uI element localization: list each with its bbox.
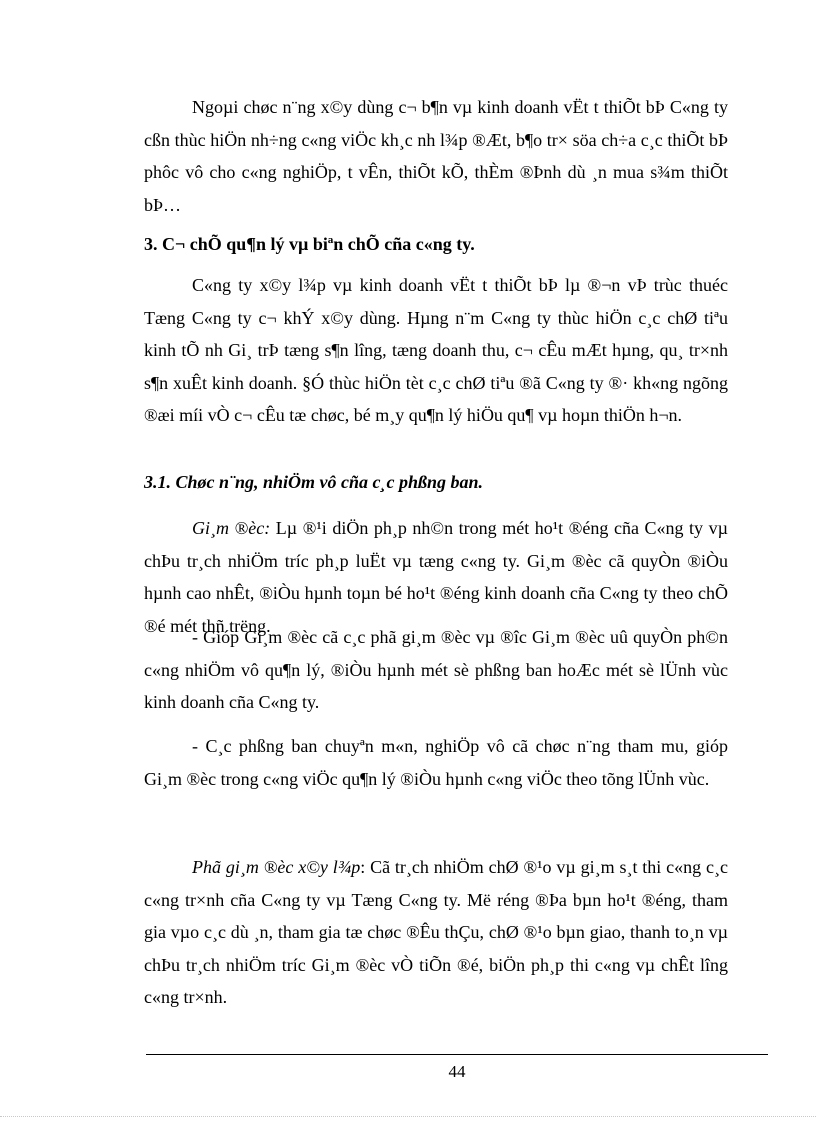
deputy-construction-text: : Cã tr¸ch nhiÖm chØ ®¹o vµ gi¸m s¸t thi c«ng c¸c c«ng tr×nh cña C«ng ty vµ Tæng C«ng ty. Më réng ®Þa bµn ho¹t ®éng, tham gia vµo c¸c dù ¸n, tham gia tæ chøc ®Êu thÇu, chØ ®¹o bµn giao, thanh to¸n vµ chÞu tr¸ch nhiÖm tríc Gi¸m ®èc vÒ tiÕn ®é, biÖn ph¸p thi c«ng vµ chÊt lîng c«ng tr×nh. <box>144 857 728 1008</box>
paragraph-deputy-directors: - Gióp Gi¸m ®èc cã c¸c phã gi¸m ®èc vµ ®îc Gi¸m ®èc uû quyÒn ph©n c«ng nhiÖm vô qu¶n lý, ®iÒu hµnh mét sè phßng ban hoÆc mét sè lÜnh vùc kinh doanh cña C«ng ty. <box>144 627 728 713</box>
section-heading-management: 3. C¬ chÕ qu¶n lý vµ biªn chÕ cña c«ng ty. <box>144 234 475 254</box>
page-number: 44 <box>448 1062 466 1081</box>
paragraph-functions: Ngoµi chøc n¨ng x©y dùng c¬ b¶n vµ kinh doanh vËt t thiÕt bÞ C«ng ty cßn thùc hiÖn nh÷ng c«ng viÖc kh¸c nh l¾p ®Æt, b¶o tr× söa ch÷a c¸c thiÕt bÞ phôc vô cho c«ng nghiÖp, t vÊn, thiÕt kÕ, thÈm ®Þnh dù ¸n mua s¾m thiÕt bÞ… <box>144 97 728 215</box>
deputy-construction-label: Phã gi¸m ®èc x©y l¾p <box>192 857 361 877</box>
paragraph-company-overview: C«ng ty x©y l¾p vµ kinh doanh vËt t thiÕt bÞ lµ ®¬n vÞ trùc thuéc Tæng C«ng ty c¬ khÝ x©y dùng. Hµng n¨m C«ng ty thùc hiÖn c¸c chØ tiªu kinh tÕ nh Gi¸ trÞ tæng s¶n lîng, tæng doanh thu, c¬ cÊu mÆt hµng, qu¸ tr×nh s¶n xuÊt kinh doanh. §Ó thùc hiÖn tèt c¸c chØ tiªu ®ã C«ng ty ®· kh«ng ngõng ®æi míi vÒ c¬ cÊu tæ chøc, bé m¸y qu¶n lý hiÖu qu¶ vµ hoµn thiÖn h¬n. <box>144 275 728 426</box>
paragraph-deputy-construction <box>144 851 728 1014</box>
page-edge-dotted-line <box>0 1116 816 1117</box>
paragraph-departments: - C¸c phßng ban chuyªn m«n, nghiÖp vô cã chøc n¨ng tham mu, gióp Gi¸m ®èc trong c«ng viÖc qu¶n lý ®iÒu hµnh c«ng viÖc theo tõng lÜnh vùc. <box>144 736 728 789</box>
footer-divider <box>146 1054 768 1055</box>
director-text: Lµ ®¹i diÖn ph¸p nh©n trong mét ho¹t ®éng cña C«ng ty vµ chÞu tr¸ch nhiÖm tríc ph¸p luËt vµ tæng c«ng ty. Gi¸m ®èc cã quyÒn ®iÒu hµnh cao nhÊt, ®iÒu hµnh toµn bé ho¹t ®éng kinh doanh cña C«ng ty theo chÕ ®é mét thñ trëng. <box>144 518 728 636</box>
subsection-heading-departments: 3.1. Chøc n¨ng, nhiÖm vô cña c¸c phßng ban. <box>144 472 484 492</box>
director-label: Gi¸m ®èc: <box>192 518 271 538</box>
